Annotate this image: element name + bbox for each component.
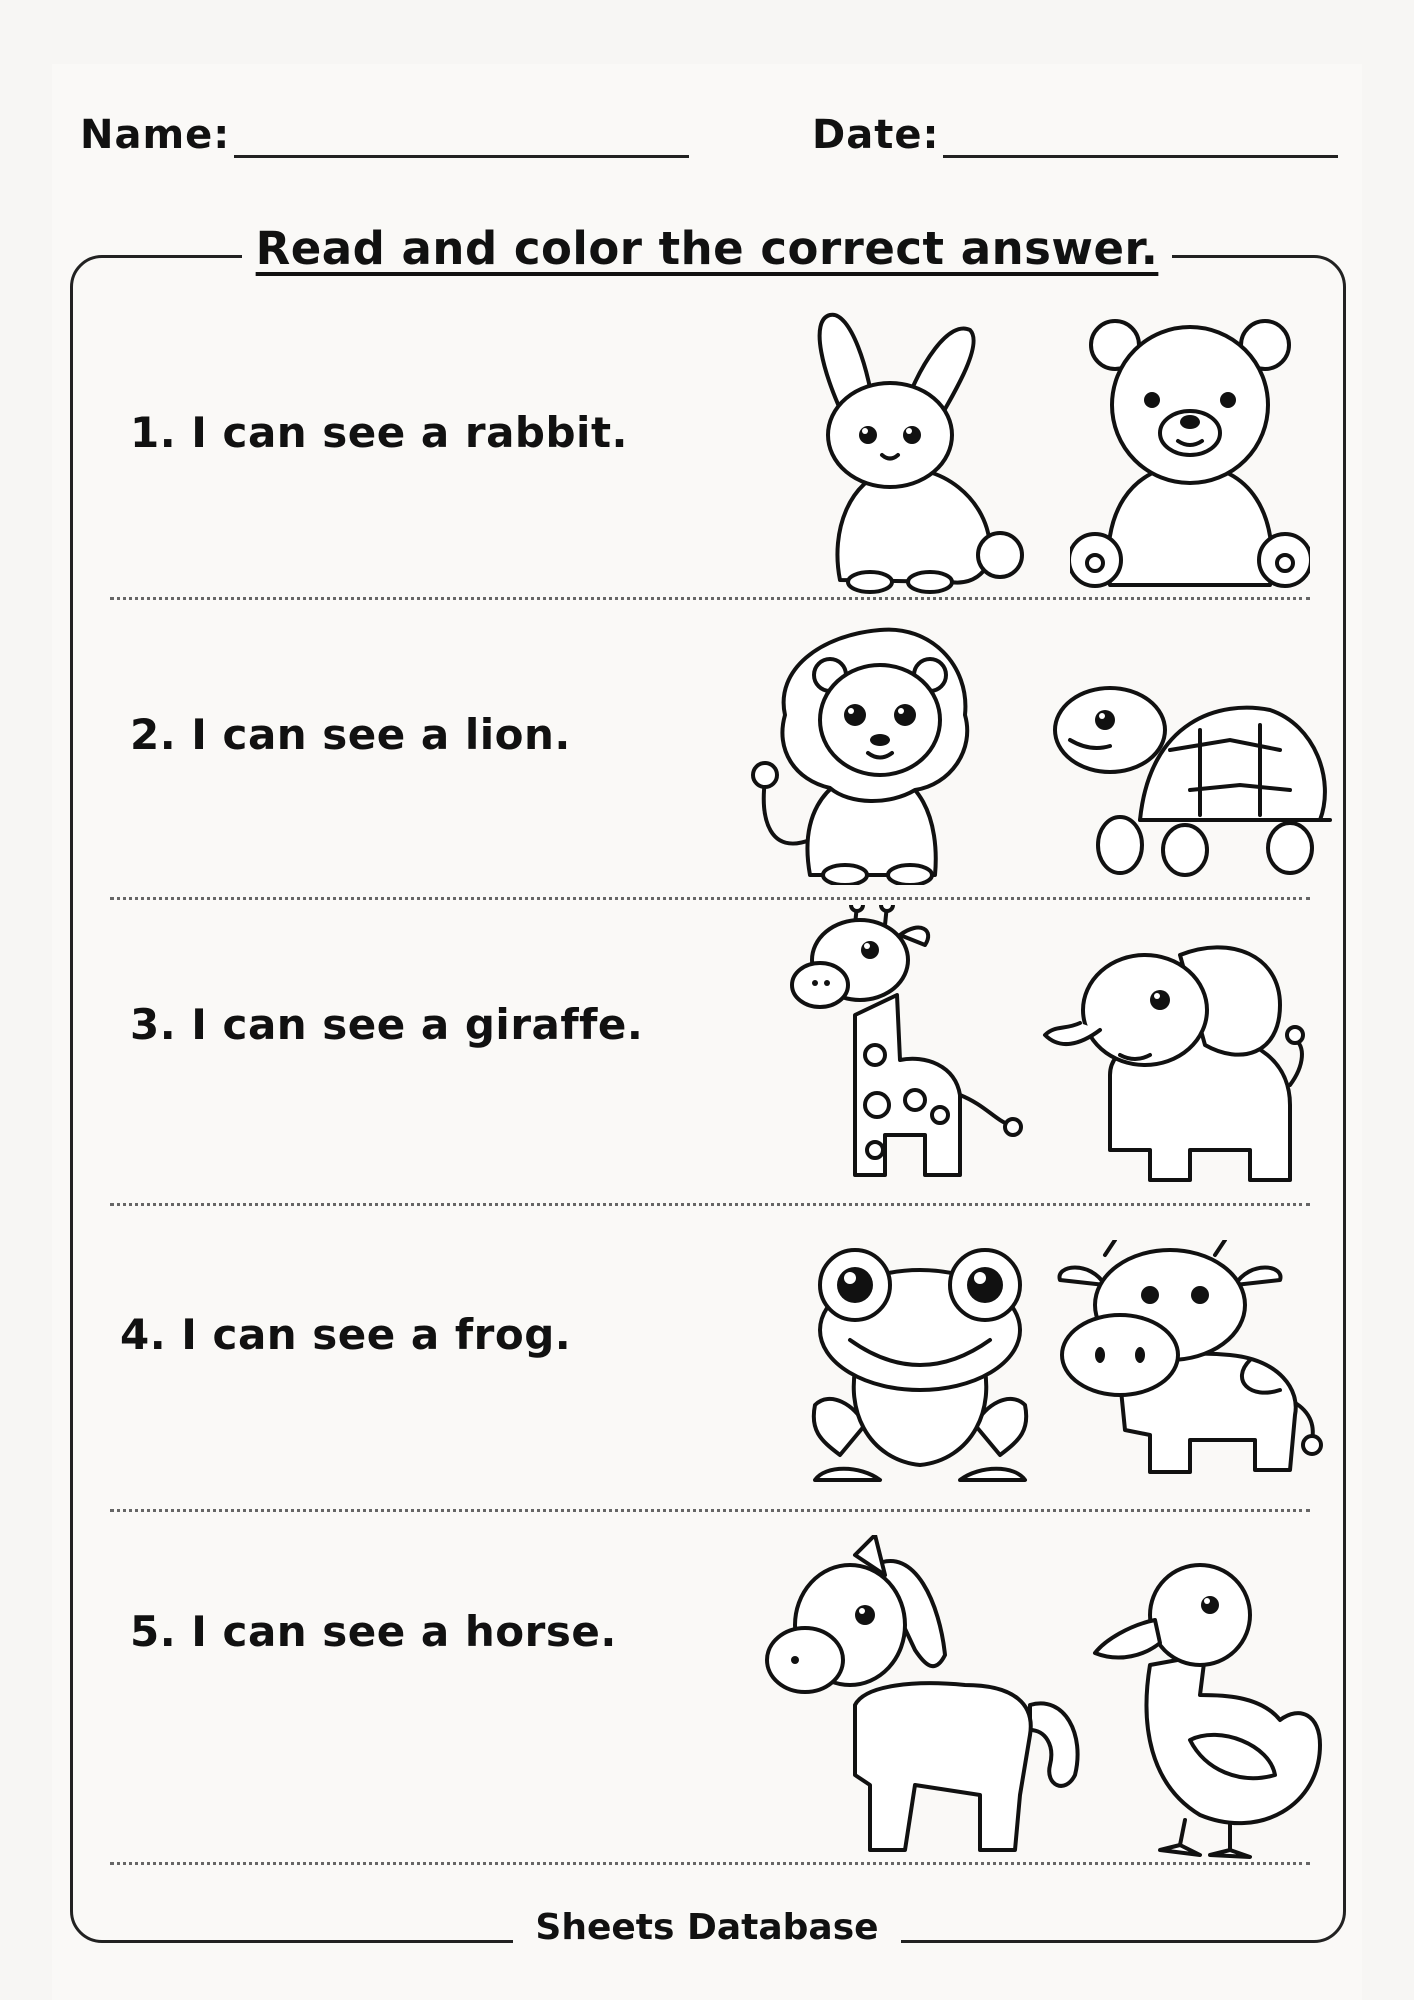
dotted-divider [110, 1203, 1310, 1206]
cow-icon[interactable] [1050, 1240, 1330, 1490]
footer [0, 1907, 1414, 1948]
rabbit-icon[interactable] [790, 310, 1030, 600]
giraffe-icon[interactable] [785, 905, 1030, 1195]
date-field [812, 112, 1338, 158]
question-text: 1. I can see a rabbit. [130, 408, 628, 457]
name-field [80, 112, 689, 158]
name-input-line[interactable] [234, 119, 689, 158]
worksheet-title [0, 222, 1414, 275]
question-text: 3. I can see a giraffe. [130, 1000, 644, 1049]
question-text: 4. I can see a frog. [120, 1310, 572, 1359]
name-label: Name: [80, 112, 231, 158]
title-text: Read and color the correct answer. [242, 222, 1173, 275]
date-label: Date: [812, 112, 940, 158]
horse-icon[interactable] [765, 1535, 1105, 1855]
lion-icon[interactable] [740, 620, 1010, 885]
footer-brand: Sheets Database [513, 1907, 900, 1948]
date-input-line[interactable] [943, 119, 1338, 158]
elephant-icon[interactable] [1040, 935, 1320, 1190]
dotted-divider [110, 1862, 1310, 1865]
bear-icon[interactable] [1070, 315, 1310, 600]
question-text: 2. I can see a lion. [130, 710, 571, 759]
frog-icon[interactable] [800, 1240, 1040, 1495]
question-text: 5. I can see a horse. [130, 1607, 617, 1656]
dotted-divider [110, 1509, 1310, 1512]
turtle-icon[interactable] [1050, 680, 1340, 880]
duck-icon[interactable] [1090, 1545, 1330, 1860]
